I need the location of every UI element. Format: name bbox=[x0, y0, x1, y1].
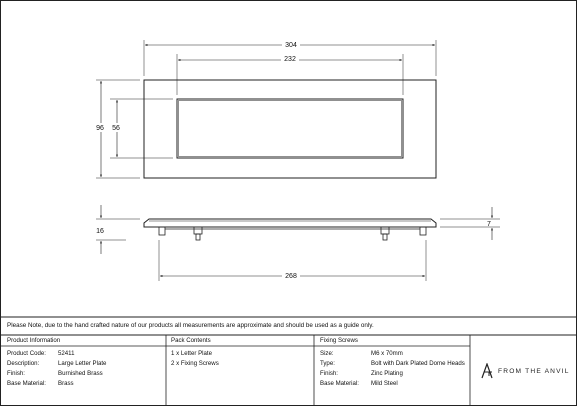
product-code-label: Product Code: bbox=[7, 350, 46, 357]
screw-size-label: Size: bbox=[320, 350, 334, 357]
brand-logo bbox=[480, 362, 570, 380]
dim-label-304: 304 bbox=[285, 42, 297, 49]
left-screw-stub bbox=[196, 234, 200, 240]
dim-label-56: 56 bbox=[112, 125, 120, 132]
dim-label-232: 232 bbox=[284, 56, 296, 63]
screw-finish-label: Finish: bbox=[320, 370, 338, 377]
product-info-heading: Product Information bbox=[7, 337, 61, 344]
front-view bbox=[144, 80, 436, 178]
finish-label: Finish: bbox=[7, 370, 25, 377]
product-info-labels bbox=[7, 349, 46, 389]
screw-type-value: Bolt with Dark Plated Dome Heads bbox=[371, 360, 465, 367]
description-label: Description: bbox=[7, 360, 40, 367]
letter-opening-outer bbox=[177, 99, 403, 158]
pack-item: 2 x Fixing Screws bbox=[171, 360, 219, 367]
product-code-value: 52411 bbox=[58, 350, 75, 357]
screw-material-label: Base Material: bbox=[320, 380, 359, 387]
left-screw-boss bbox=[194, 227, 202, 234]
right-foot bbox=[420, 227, 426, 235]
left-foot bbox=[159, 227, 165, 235]
dim-label-268: 268 bbox=[285, 273, 297, 280]
fixing-screws-labels bbox=[320, 349, 359, 389]
pack-contents-list bbox=[171, 349, 219, 369]
dimension-screw-centres bbox=[159, 240, 426, 281]
screw-size-value: M6 x 70mm bbox=[371, 350, 403, 357]
screw-material-value: Mild Steel bbox=[371, 380, 398, 387]
brand-name: FROM THE ANVIL bbox=[498, 367, 570, 375]
screw-finish-value: Zinc Plating bbox=[371, 370, 403, 377]
dim-label-96: 96 bbox=[96, 125, 104, 132]
fixing-screws-values bbox=[371, 349, 465, 389]
right-screw-stub bbox=[383, 234, 387, 240]
finish-value: Burnished Brass bbox=[58, 370, 103, 377]
fixing-screws-heading: Fixing Screws bbox=[320, 337, 358, 344]
product-info-values bbox=[58, 349, 106, 389]
letter-opening-inner bbox=[179, 101, 402, 157]
dimension-opening-width bbox=[177, 53, 403, 95]
side-view bbox=[144, 219, 436, 240]
dim-label-7: 7 bbox=[487, 221, 491, 228]
base-material-label: Base Material: bbox=[7, 380, 46, 387]
base-material-value: Brass bbox=[58, 380, 74, 387]
dim-label-16: 16 bbox=[96, 228, 104, 235]
dimension-plate-thickness bbox=[96, 205, 140, 254]
description-value: Large Letter Plate bbox=[58, 360, 107, 367]
right-screw-boss bbox=[381, 227, 389, 234]
dimension-screw-offset bbox=[440, 207, 500, 240]
plate-outline bbox=[144, 80, 436, 178]
measurement-disclaimer: Please Note, due to the hand crafted nature of our products all measurements are approximate and should be used as a guide only. bbox=[7, 322, 374, 329]
dimension-opening-height bbox=[109, 99, 173, 158]
pack-contents-heading: Pack Contents bbox=[171, 337, 211, 344]
anvil-logo-icon bbox=[480, 363, 494, 379]
pack-item: 1 x Letter Plate bbox=[171, 350, 212, 357]
screw-type-label: Type: bbox=[320, 360, 335, 367]
